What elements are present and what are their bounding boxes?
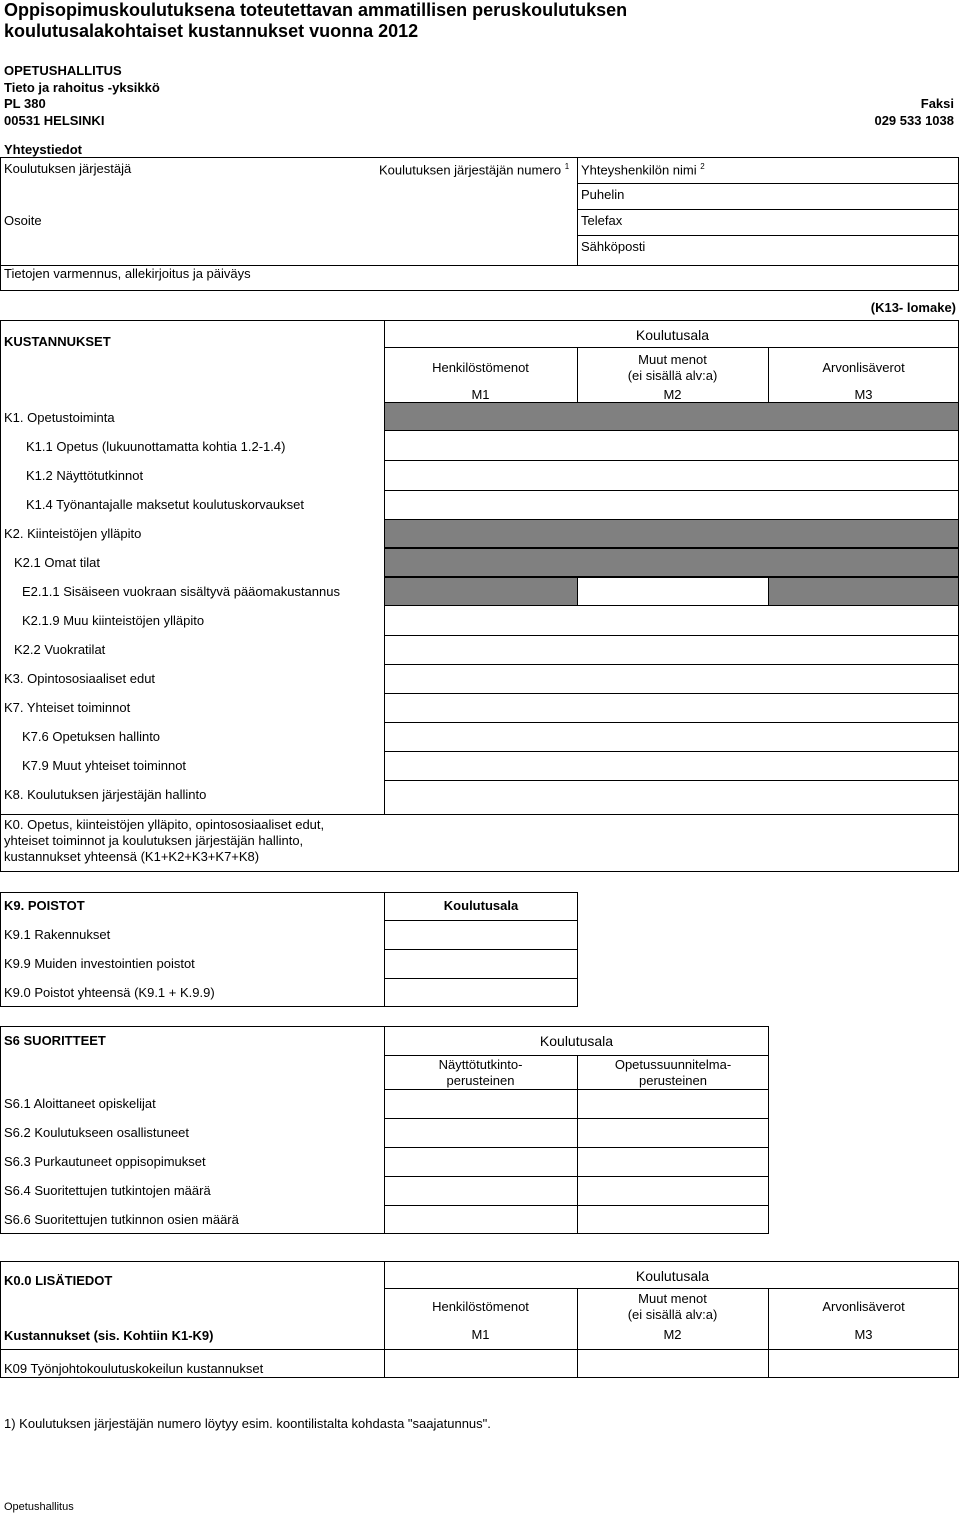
row-k90: K9.0 Poistot yhteensä (K9.1 + K.9.9) — [4, 985, 215, 1000]
provider-number-label: Koulutuksen järjestäjän numero $^1$ — [379, 162, 570, 178]
email-label: Sähköposti — [581, 239, 646, 254]
row-k1: K1. Opetustoiminta — [4, 410, 115, 425]
input-e211-m2[interactable] — [577, 577, 769, 606]
performance-col1-l1: Näyttötutkinto- — [438, 1057, 523, 1072]
contact-heading: Yhteystiedot — [4, 142, 83, 157]
page-title-line1: Oppisopimuskoulutuksena toteutettavan ammatillisen peruskoulutuksen — [4, 0, 628, 20]
row-s61: S6.1 Aloittaneet opiskelijat — [4, 1096, 156, 1111]
costs-m1: M1 — [471, 387, 490, 402]
address-pobox: PL 380 — [4, 96, 46, 111]
row-k21: K2.1 Omat tilat — [14, 555, 100, 570]
additional-col-henkilosto: Henkilöstömenot — [432, 1299, 529, 1314]
row-k0-l3: kustannukset yhteensä (K1+K2+K3+K7+K8) — [4, 849, 260, 864]
additional-m3: M3 — [854, 1327, 873, 1342]
costs-m3: M3 — [854, 387, 873, 402]
additional-m2: M2 — [663, 1327, 682, 1342]
costs-col-muut-l2: (ei sisällä alv:a) — [627, 368, 718, 383]
gray-bar-k21 — [384, 548, 959, 577]
additional-col-muut-l1: Muut menot — [638, 1291, 707, 1306]
performance-col1-l2: perusteinen — [446, 1073, 515, 1088]
address-city: 00531 HELSINKI — [4, 113, 105, 128]
telefax-label: Telefax — [581, 213, 623, 228]
performance-col2-l1: Opetussuunnitelma- — [614, 1057, 732, 1072]
gray-cell-e211-m3 — [768, 577, 959, 606]
costs-heading: KUSTANNUKSET — [4, 334, 111, 349]
additional-koulutusala: Koulutusala — [635, 1268, 710, 1284]
footnote: 1) Koulutuksen järjestäjän numero löytyy esim. koontilistalta kohdasta "saajatunnus". — [4, 1416, 491, 1431]
row-k99: K9.9 Muiden investointien poistot — [4, 956, 195, 971]
row-k0-l2: yhteiset toiminnot ja koulutuksen järjestäjän hallinto, — [4, 833, 304, 848]
phone-label: Puhelin — [581, 187, 625, 202]
row-k8: K8. Koulutuksen järjestäjän hallinto — [4, 787, 207, 802]
row-k11: K1.1 Opetus (lukuunottamatta kohtia 1.2-1.4) — [26, 439, 286, 454]
row-k219: K2.1.9 Muu kiinteistöjen ylläpito — [22, 613, 205, 628]
depreciation-koulutusala: Koulutusala — [443, 898, 519, 913]
costs-col-muut-l1: Muut menot — [638, 352, 707, 367]
address-unit: Tieto ja rahoitus -yksikkö — [4, 80, 160, 95]
address-label: Osoite — [4, 213, 42, 228]
additional-subheading: Kustannukset (sis. Kohtiin K1-K9) — [4, 1328, 214, 1343]
costs-col-henkilosto: Henkilöstömenot — [432, 360, 529, 375]
provider-label: Koulutuksen järjestäjä — [4, 161, 132, 176]
row-k14: K1.4 Työnantajalle maksetut koulutuskorvaukset — [26, 497, 304, 512]
row-k12: K1.2 Näyttötutkinnot — [26, 468, 144, 483]
row-e211: E2.1.1 Sisäiseen vuokraan sisältyvä pääomakustannus — [22, 584, 340, 599]
footer-org: Opetushallitus — [4, 1501, 74, 1513]
row-s62: S6.2 Koulutukseen osallistuneet — [4, 1125, 190, 1140]
costs-koulutusala: Koulutusala — [635, 327, 710, 343]
costs-col-alv: Arvonlisäverot — [822, 360, 905, 375]
row-k91: K9.1 Rakennukset — [4, 927, 111, 942]
costs-m2: M2 — [663, 387, 682, 402]
additional-heading: K0.0 LISÄTIEDOT — [4, 1273, 113, 1288]
gray-bar-k1 — [384, 402, 959, 431]
contact-name-label: Yhteyshenkilön nimi $^2$ — [581, 162, 705, 178]
page-title-line2: koulutusalakohtaiset kustannukset vuonna 2012 — [4, 21, 419, 41]
row-k76: K7.6 Opetuksen hallinto — [22, 729, 161, 744]
row-k3: K3. Opintososiaaliset edut — [4, 671, 156, 686]
row-s64: S6.4 Suoritettujen tutkintojen määrä — [4, 1183, 211, 1198]
row-k22: K2.2 Vuokratilat — [14, 642, 106, 657]
performance-koulutusala: Koulutusala — [539, 1033, 614, 1049]
row-k7: K7. Yhteiset toiminnot — [4, 700, 131, 715]
row-s63: S6.3 Purkautuneet oppisopimukset — [4, 1154, 206, 1169]
signature-label: Tietojen varmennus, allekirjoitus ja päiväys — [4, 266, 251, 281]
performance-col2-l2: perusteinen — [639, 1073, 707, 1088]
depreciation-heading: K9. POISTOT — [4, 898, 85, 913]
row-k79: K7.9 Muut yhteiset toiminnot — [22, 758, 187, 773]
performance-heading: S6 SUORITTEET — [4, 1033, 106, 1048]
additional-col-muut-l2: (ei sisällä alv:a) — [627, 1307, 718, 1322]
fax-label: Faksi — [920, 96, 954, 111]
additional-col-alv: Arvonlisäverot — [822, 1299, 905, 1314]
row-k0-l1: K0. Opetus, kiinteistöjen ylläpito, opintososiaaliset edut, — [4, 817, 325, 832]
row-k09: K09 Työnjohtokoulutuskokeilun kustannukset — [4, 1361, 264, 1376]
fax-number: 029 533 1038 — [874, 113, 954, 128]
row-k2: K2. Kiinteistöjen ylläpito — [4, 526, 142, 541]
address-org: OPETUSHALLITUS — [4, 63, 122, 78]
additional-m1: M1 — [471, 1327, 490, 1342]
gray-cell-e211-m1 — [384, 577, 578, 606]
gray-bar-k2 — [384, 519, 959, 548]
form-code: (K13- lomake) — [870, 300, 956, 315]
row-s66: S6.6 Suoritettujen tutkinnon osien määrä — [4, 1212, 239, 1227]
